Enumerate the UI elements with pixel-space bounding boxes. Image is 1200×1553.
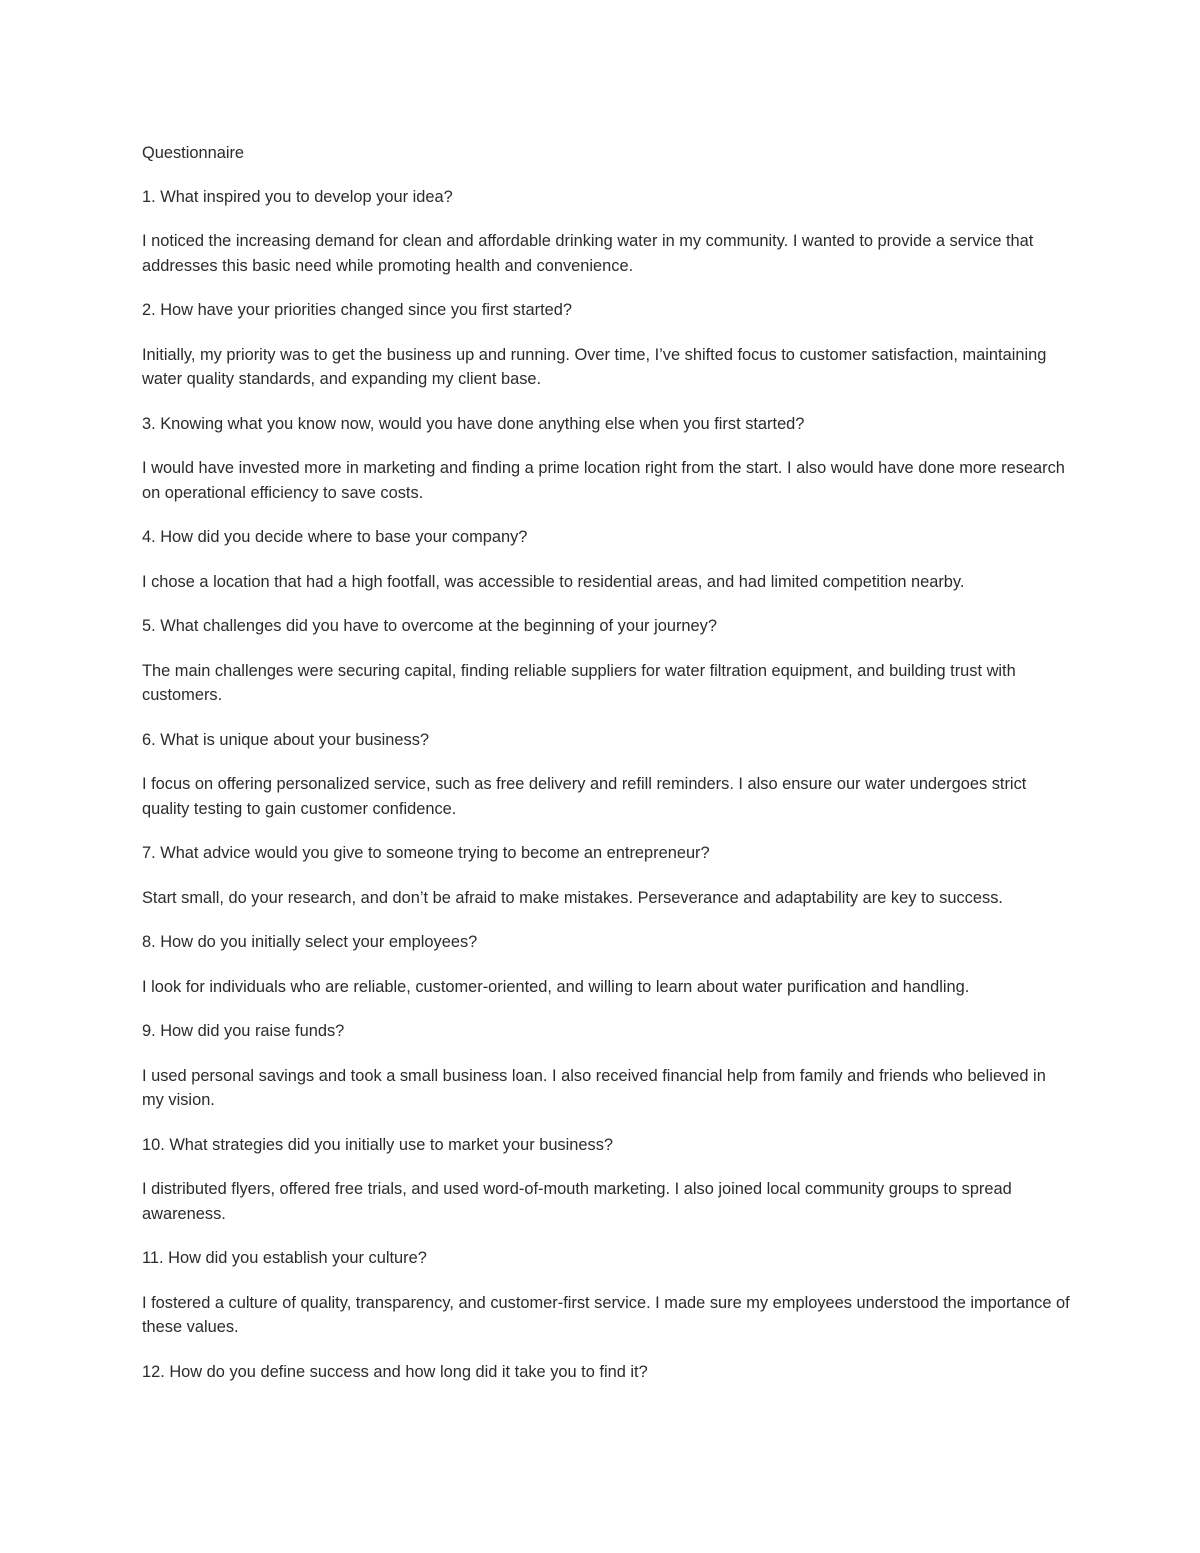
- answer-5: The main challenges were securing capital, finding reliable suppliers for water filtration equipment, and building trust with customers.: [142, 661, 1016, 704]
- answer-3: I would have invested more in marketing and finding a prime location right from the start. I also would have done more research on operational efficiency to save costs.: [142, 459, 1065, 502]
- question-8: 8. How do you initially select your employees?: [142, 933, 478, 951]
- answer-4: I chose a location that had a high footfall, was accessible to residential areas, and had limited competition nearby.: [142, 572, 965, 591]
- qa-item-6: [142, 728, 1072, 822]
- answer-8: I look for individuals who are reliable, customer-oriented, and willing to learn about water purification and handling.: [142, 977, 970, 996]
- qa-item-2: [142, 298, 1072, 392]
- answer-11: I fostered a culture of quality, transparency, and customer-first service. I made sure my employees understood the importance of these values.: [142, 1293, 1070, 1336]
- question-7: 7. What advice would you give to someone trying to become an entrepreneur?: [142, 844, 710, 862]
- qa-item-5: [142, 614, 1072, 708]
- answer-9: I used personal savings and took a small business loan. I also received financial help from family and friends who believed in my vision.: [142, 1066, 1046, 1109]
- answer-10: I distributed flyers, offered free trials, and used word-of-mouth marketing. I also joined local community groups to spread awareness.: [142, 1180, 1012, 1223]
- qa-item-8: [142, 930, 1072, 999]
- question-4: 4. How did you decide where to base your company?: [142, 528, 528, 546]
- document-body: [142, 141, 1072, 1404]
- document-title: Questionnaire: [142, 144, 245, 162]
- question-11: 11. How did you establish your culture?: [142, 1249, 427, 1267]
- qa-item-3: [142, 412, 1072, 506]
- qa-item-12: [142, 1360, 1072, 1385]
- question-2: 2. How have your priorities changed since you first started?: [142, 301, 573, 319]
- answer-1: I noticed the increasing demand for clean and affordable drinking water in my community. I wanted to provide a service that addresses this basic need while promoting health and convenience.: [142, 232, 1034, 275]
- answer-6: I focus on offering personalized service, such as free delivery and refill reminders. I also ensure our water undergoes strict quality testing to gain customer confidence.: [142, 775, 1027, 818]
- question-10: 10. What strategies did you initially use to market your business?: [142, 1135, 614, 1154]
- question-1: 1. What inspired you to develop your idea?: [142, 187, 453, 206]
- question-9: 9. How did you raise funds?: [142, 1022, 345, 1040]
- qa-item-1: [142, 185, 1072, 279]
- qa-item-7: [142, 841, 1072, 910]
- qa-item-10: [142, 1133, 1072, 1227]
- qa-item-9: [142, 1019, 1072, 1113]
- question-12: 12. How do you define success and how long did it take you to find it?: [142, 1362, 648, 1381]
- question-6: 6. What is unique about your business?: [142, 730, 430, 749]
- qa-item-4: [142, 525, 1072, 594]
- answer-7: Start small, do your research, and don’t be afraid to make mistakes. Perseverance and adaptability are key to success.: [142, 888, 1003, 907]
- question-3: 3. Knowing what you know now, would you have done anything else when you first started?: [142, 414, 805, 433]
- answer-2: Initially, my priority was to get the business up and running. Over time, I’ve shifted focus to customer satisfaction, maintaining water quality standards, and expanding my client base.: [142, 345, 1047, 388]
- question-5: 5. What challenges did you have to overcome at the beginning of your journey?: [142, 617, 717, 635]
- qa-item-11: [142, 1246, 1072, 1340]
